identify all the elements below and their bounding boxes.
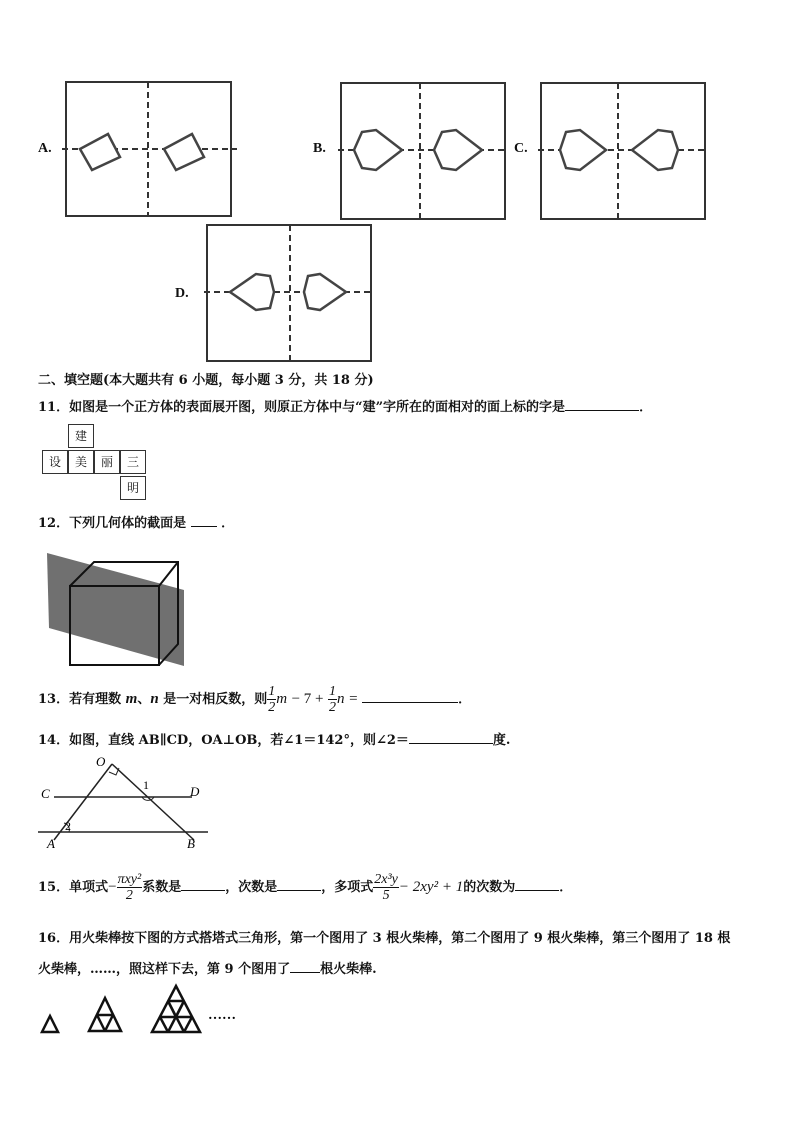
q15-text3: ，次数是	[225, 880, 278, 895]
q15-text4: ，多项式	[321, 880, 374, 895]
q14-parallel-lines-figure	[36, 752, 216, 852]
q15-text2: 系数是	[142, 880, 182, 895]
q15-end: ．	[559, 880, 573, 895]
option-b-label: B.	[313, 141, 326, 156]
q14-label-b: B	[187, 836, 195, 851]
q15-text5: 的次数为	[463, 880, 516, 895]
q12-number: 12．	[38, 516, 70, 531]
q13-frac-2: $\frac{1}{2}$	[329, 684, 337, 715]
q13-var-m: m	[125, 691, 138, 707]
q11-answer-blank[interactable]	[565, 398, 639, 411]
section-heading: 二、填空题(本大题共有 6 小题，每小题 3 分，共 18 分)	[38, 373, 374, 388]
q13-answer-blank[interactable]	[362, 690, 458, 703]
q13-text-before: 若有理数	[69, 692, 122, 707]
question-16-line2	[38, 958, 377, 977]
q14-label-d: D	[190, 784, 200, 799]
q11-number: 11．	[38, 400, 70, 415]
q16-number: 16．	[38, 931, 70, 946]
q15-number: 15．	[38, 880, 70, 895]
q14-label-a: A	[47, 836, 55, 851]
q16-ellipsis: ……	[208, 1008, 236, 1023]
q11-end: ．	[639, 400, 653, 415]
option-c-figure	[538, 80, 708, 222]
question-13	[38, 680, 471, 719]
q13-number: 13．	[38, 692, 70, 707]
option-a-figure	[62, 78, 237, 220]
q13-term2: n	[337, 691, 345, 707]
q16-line2a: 火柴棒，……，照这样下去，第 9 个图用了	[38, 962, 291, 977]
q14-label-one: 1	[143, 778, 149, 792]
q13-var-n: n	[150, 691, 159, 707]
q14-end: 度.	[492, 733, 511, 748]
q16-line1: 用火柴棒按下图的方式搭塔式三角形，第一个图用了 3 根火柴棒，第二个图用了 9 根火柴棒，第三个图用了 18 根	[69, 931, 731, 946]
q14-label-two: 2	[65, 819, 71, 833]
option-d-label: D.	[175, 286, 189, 301]
net-cell-jian: 建	[68, 424, 94, 448]
option-a-label: A.	[38, 141, 52, 156]
q12-end: ．	[221, 516, 235, 531]
option-d-figure	[204, 222, 374, 364]
net-cell-mei: 美	[68, 450, 94, 474]
question-12	[38, 512, 234, 531]
q15-blank-degree[interactable]	[277, 878, 321, 891]
q13-eq: =	[349, 691, 358, 707]
net-cell-she: 设	[42, 450, 68, 474]
q16-line2b: 根火柴棒.	[320, 962, 377, 977]
net-cell-ming: 明	[120, 476, 146, 500]
q13-term1: m	[276, 691, 288, 707]
net-cell-san: 三	[120, 450, 146, 474]
q15-blank-coefficient[interactable]	[181, 878, 225, 891]
q11-cube-net	[42, 424, 148, 500]
q15-polynomial-frac: $\frac{\text{2x³y}}{5}$	[374, 872, 398, 903]
q13-end: ．	[458, 692, 472, 707]
q16-answer-blank[interactable]	[290, 960, 320, 973]
question-15: 15．单项式− $\frac{\text{πxy²}}{2}$ 系数是 ，次数是 ，多项式 $\frac{\text{2x³y}}{5}$ − 2xy² + 1的次数为 ．	[38, 872, 573, 903]
option-b-figure	[338, 80, 508, 222]
q14-label-c: C	[41, 786, 50, 801]
q16-matchstick-triangles	[38, 982, 248, 1038]
q13-text-mid: 是一对相反数，则	[163, 692, 268, 707]
net-cell-li: 丽	[94, 450, 120, 474]
q15-poly-rest: − 2xy² + 1	[398, 879, 464, 895]
q12-cube-section-figure	[44, 550, 189, 670]
q14-number: 14．	[38, 733, 70, 748]
q15-blank-poly-degree[interactable]	[515, 878, 559, 891]
q14-answer-blank[interactable]	[409, 731, 493, 744]
q13-frac-1: $\frac{1}{2}$	[268, 684, 276, 715]
q13-sep: 、	[137, 692, 151, 707]
option-c-label: C.	[514, 141, 528, 156]
question-16-line1	[38, 927, 730, 946]
q12-text: 下列几何体的截面是	[69, 516, 187, 531]
q15-text1: 单项式	[69, 880, 109, 895]
q11-text: 如图是一个正方体的表面展开图，则原正方体中与“建”字所在的面相对的面上标的字是	[69, 400, 566, 415]
q13-minus7: − 7 +	[291, 691, 324, 707]
question-14	[38, 729, 510, 748]
q15-monomial: $\frac{\text{πxy²}}{2}$	[117, 872, 142, 903]
q14-text: 如图，直线 AB∥CD，OA⊥OB，若∠1＝142°，则∠2＝	[69, 733, 409, 748]
q12-answer-blank[interactable]	[191, 514, 217, 527]
q14-label-o: O	[96, 754, 106, 769]
question-11	[38, 396, 652, 415]
